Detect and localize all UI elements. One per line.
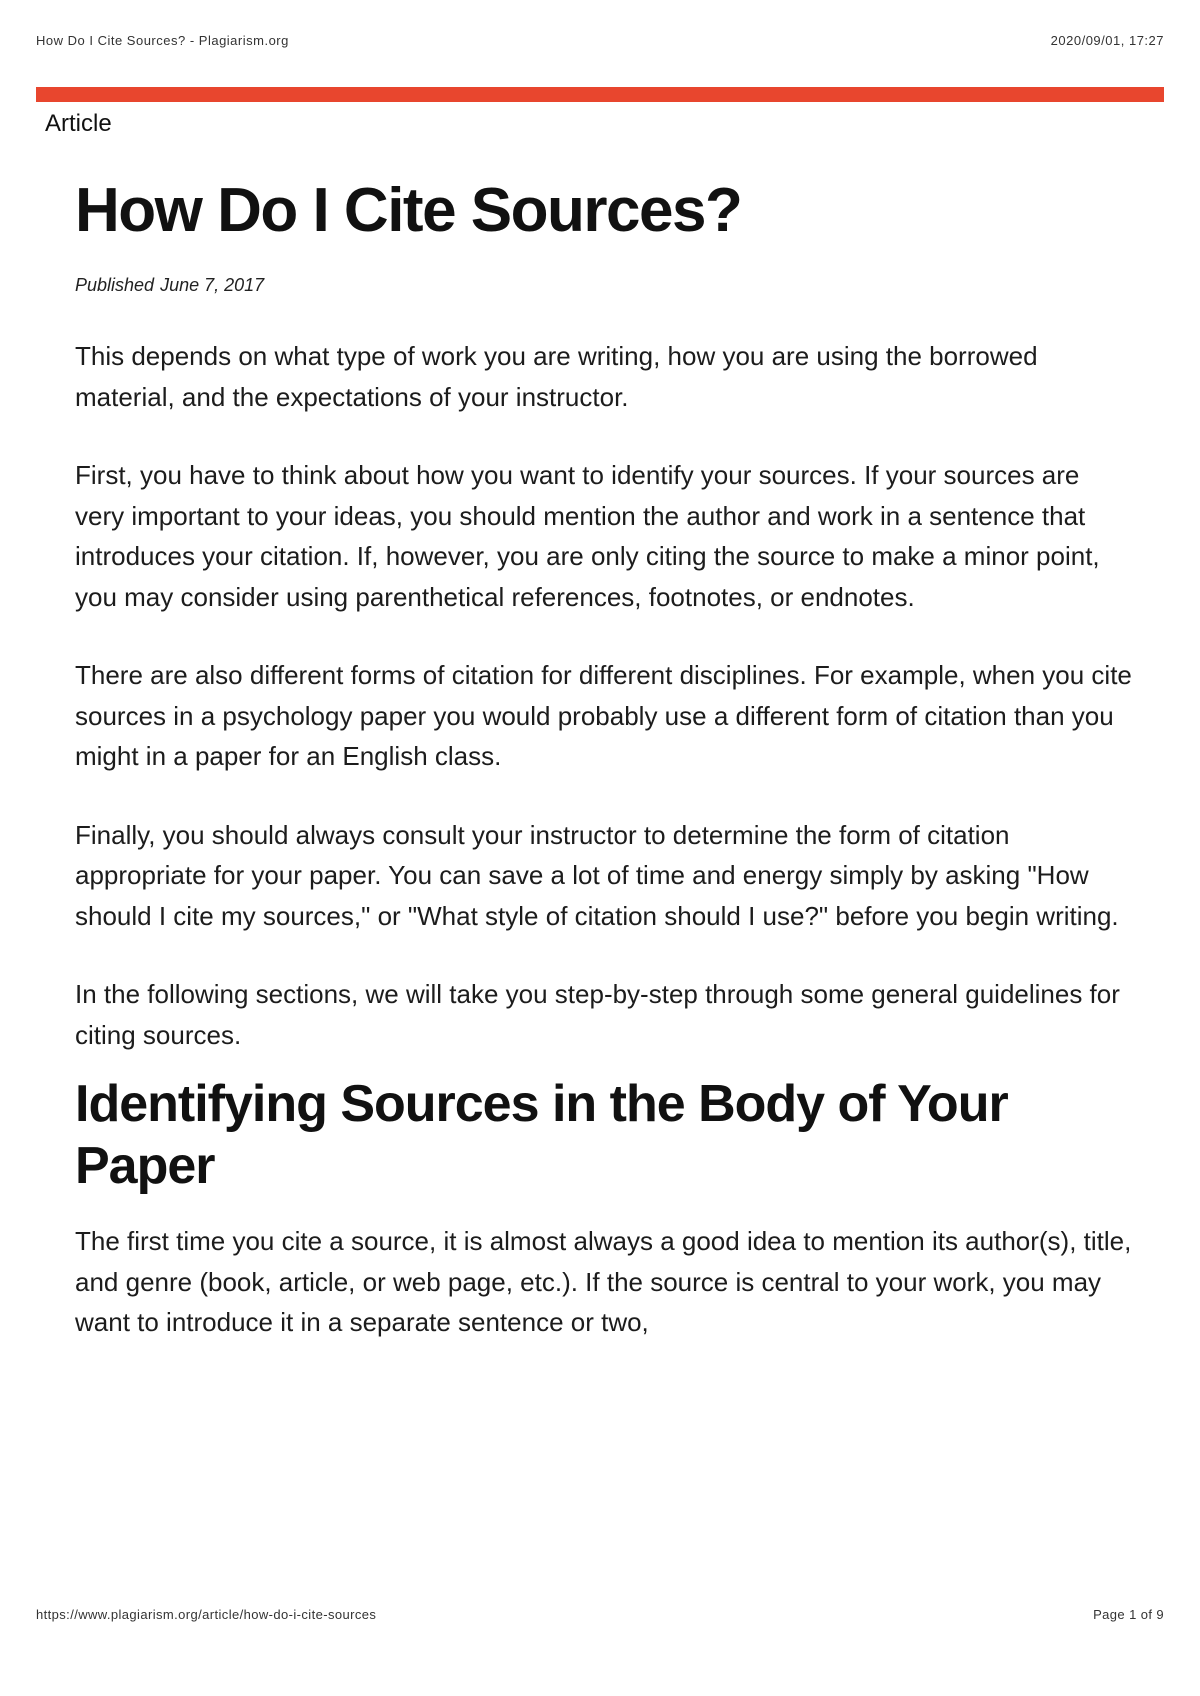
print-header-title: How Do I Cite Sources? - Plagiarism.org: [36, 33, 289, 48]
print-header-datetime: 2020/09/01, 17:27: [1050, 33, 1164, 48]
published-line: [75, 275, 1135, 296]
print-header: [36, 33, 1164, 53]
category-label[interactable]: Article: [45, 110, 112, 137]
section-heading: Identifying Sources in the Body of Your Paper: [75, 1075, 1008, 1195]
paragraph-2: First, you have to think about how you want to identify your sources. If your sources are very important to your ideas, you should mention the author and work in a sentence that introduces your citation. If, however, you are only citing the source to make a minor point, you may consider using parenthetical references, footnotes, or endnotes.: [75, 460, 1100, 612]
section-paragraph: The first time you cite a source, it is almost always a good idea to mention its author(s), title, and genre (book, article, or web page, etc.). If the source is central to your work, you may want to introduce it in a separate sentence or two,: [75, 1226, 1132, 1337]
page-title: How Do I Cite Sources?: [75, 176, 742, 245]
accent-bar: [36, 87, 1164, 102]
paragraph-4: Finally, you should always consult your instructor to determine the form of citation appropriate for your paper. You can save a lot of time and energy simply by asking "How should I cite my sources," or "What style of citation should I use?" before you begin writing.: [75, 819, 1119, 931]
paragraph-5: In the following sections, we will take you step-by-step through some general guidelines for citing sources.: [75, 979, 1120, 1050]
published-date: June 7, 2017: [160, 275, 265, 295]
paragraph-1: This depends on what type of work you are writing, how you are using the borrowed material, and the expectations of your instructor.: [75, 341, 1038, 412]
print-footer: [36, 1607, 1164, 1627]
published-label: Published: [75, 275, 155, 295]
article-content: [75, 175, 1135, 1343]
print-footer-url[interactable]: https://www.plagiarism.org/article/how-do-i-cite-sources: [36, 1607, 377, 1622]
paragraph-3: There are also different forms of citation for different disciplines. For example, when you cite sources in a psychology paper you would probably use a different form of citation than you might in a paper for an English class.: [75, 660, 1132, 771]
page-number: Page 1 of 9: [1093, 1607, 1164, 1622]
